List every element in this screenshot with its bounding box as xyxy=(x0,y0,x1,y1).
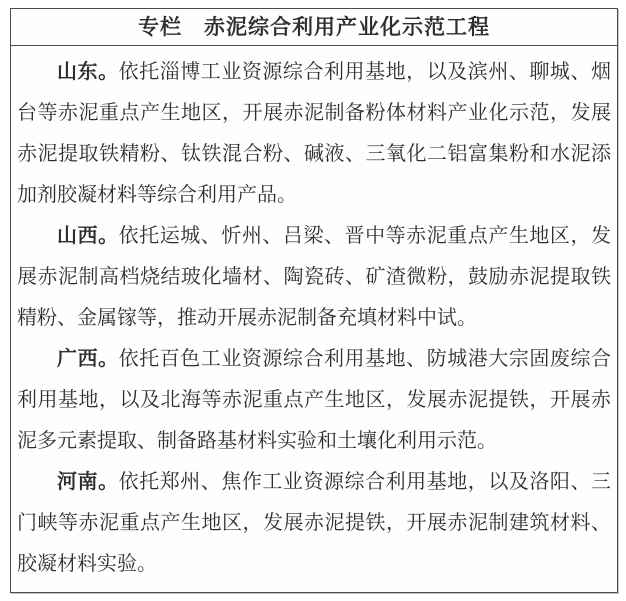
paragraph-shandong xyxy=(17,52,611,216)
paragraph-text-shanxi: 依托运城、忻州、吕梁、晋中等赤泥重点产生地区，发展赤泥制高档烧结玻化墙材、陶瓷砖、矿渣微粉，鼓励赤泥提取铁精粉、金属镓等，推动开展赤泥制备充填材料中试。 xyxy=(17,225,612,329)
province-lead-henan: 河南。 xyxy=(57,471,119,493)
column-body xyxy=(11,46,617,585)
column-title: 专栏 赤泥综合利用产业化示范工程 xyxy=(11,9,617,46)
paragraph-text-henan: 依托郑州、焦作工业资源综合利用基地，以及洛阳、三门峡等赤泥重点产生地区，发展赤泥提铁，开展赤泥制建筑材料、胶凝材料实验。 xyxy=(17,471,612,575)
paragraph-text-guangxi: 依托百色工业资源综合利用基地、防城港大宗固废综合利用基地，以及北海等赤泥重点产生地区，发展赤泥提铁，开展赤泥多元素提取、制备路基材料实验和土壤化利用示范。 xyxy=(17,348,612,452)
paragraph-shanxi xyxy=(17,216,611,339)
paragraph-henan xyxy=(17,462,611,585)
paragraph-text-shandong: 依托淄博工业资源综合利用基地，以及滨州、聊城、烟台等赤泥重点产生地区，开展赤泥制备粉体材料产业化示范，发展赤泥提取铁精粉、钛铁混合粉、碱液、三氧化二铝富集粉和水泥添加剂胶凝材料等综合利用产品。 xyxy=(17,61,612,206)
province-lead-guangxi: 广西。 xyxy=(57,348,119,370)
province-lead-shandong: 山东。 xyxy=(57,61,119,83)
province-lead-shanxi: 山西。 xyxy=(57,225,119,247)
column-box xyxy=(10,8,618,593)
paragraph-guangxi xyxy=(17,339,611,462)
